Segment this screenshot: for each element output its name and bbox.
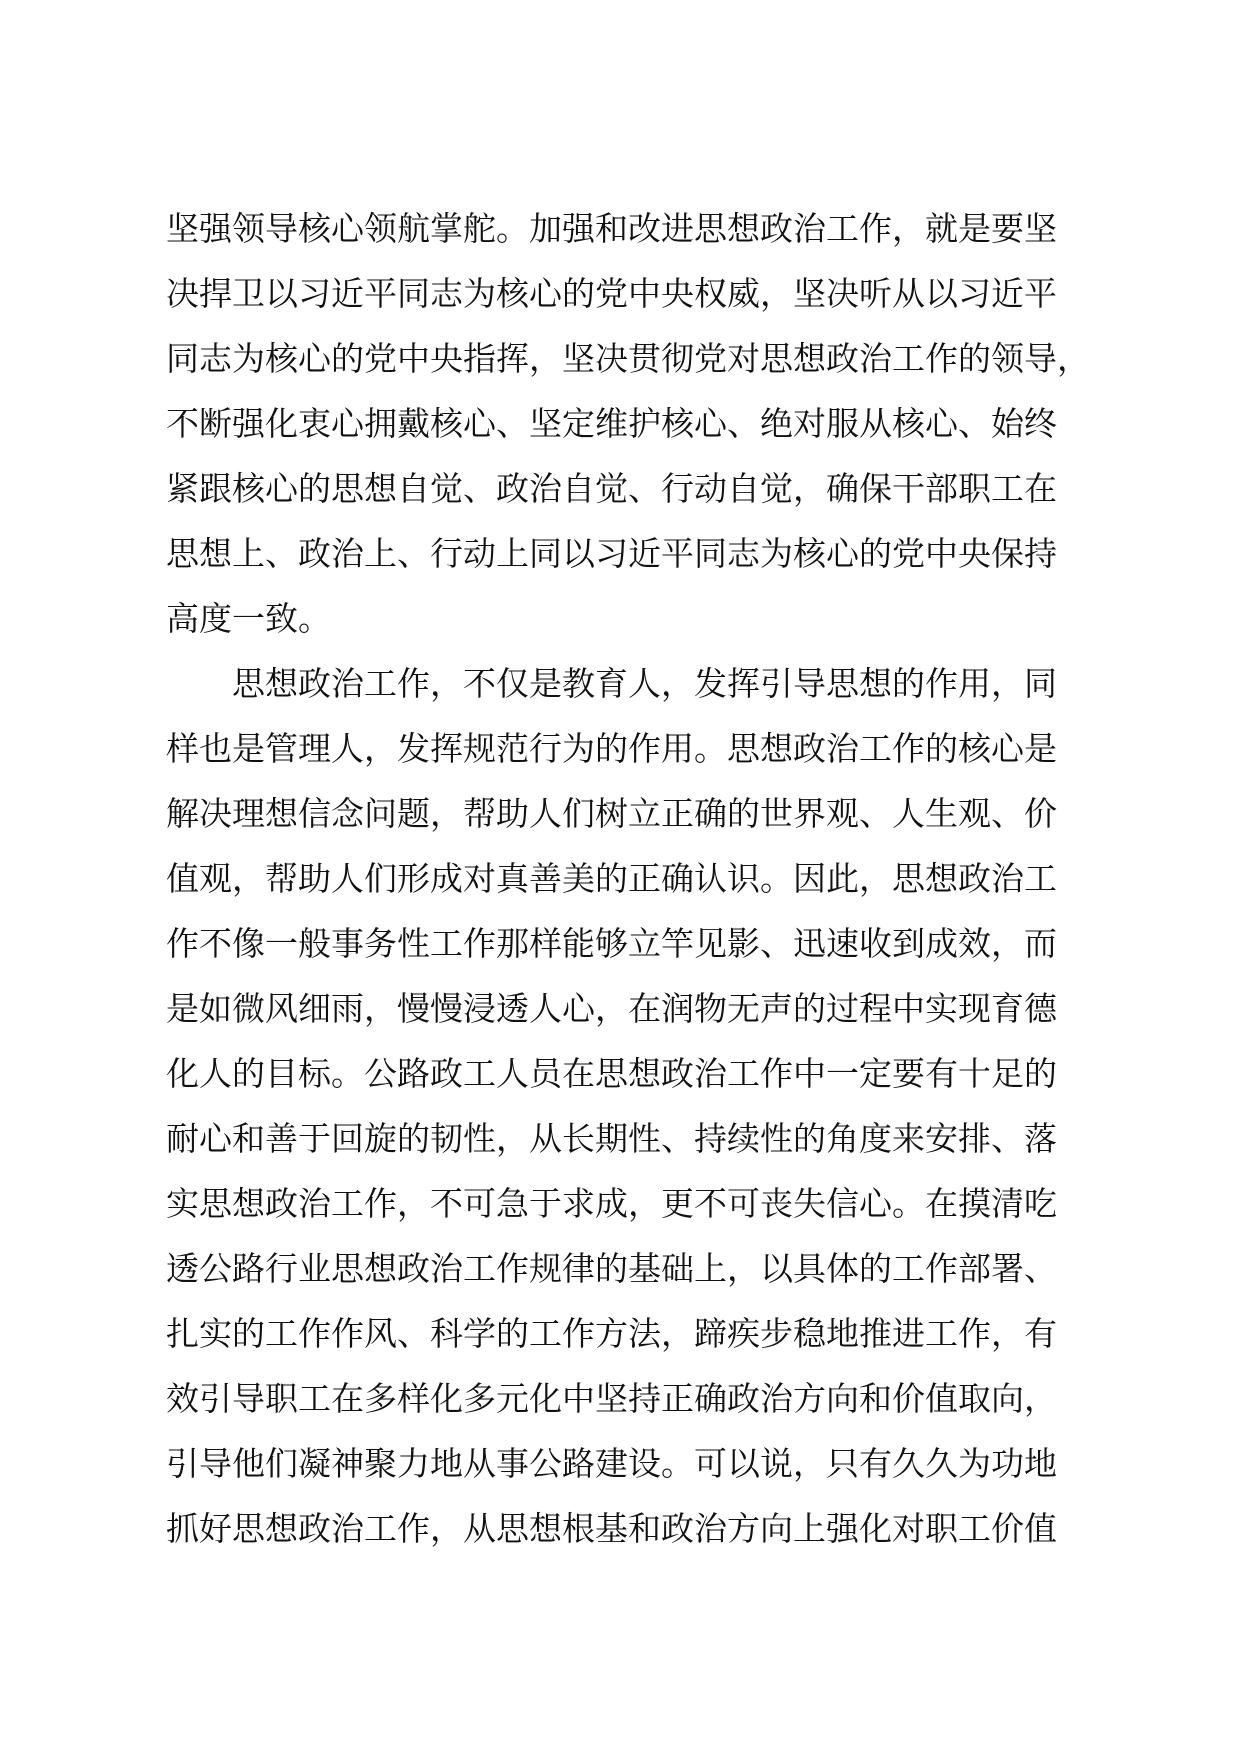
text-line: 紧跟核心的思想自觉、政治自觉、行动自觉，确保干部职工在 xyxy=(166,469,1057,508)
text-line: 引导他们凝神聚力地从事公路建设。可以说，只有久久为功地 xyxy=(166,1444,1057,1483)
text-line: 是如微风细雨，慢慢浸透人心，在润物无声的过程中实现育德 xyxy=(166,989,1057,1028)
body-text xyxy=(166,196,1106,1561)
paragraph-start-line: 思想政治工作，不仅是教育人，发挥引导思想的作用，同 xyxy=(232,664,1057,703)
text-line: 耐心和善于回旋的韧性，从长期性、持续性的角度来安排、落 xyxy=(166,1119,1057,1158)
text-line: 化人的目标。公路政工人员在思想政治工作中一定要有十足的 xyxy=(166,1054,1057,1093)
text-line: 不断强化衷心拥戴核心、坚定维护核心、绝对服从核心、始终 xyxy=(166,404,1057,443)
text-line: 抓好思想政治工作，从思想根基和政治方向上强化对职工价值 xyxy=(166,1509,1057,1548)
text-line: 高度一致。 xyxy=(166,599,331,638)
text-line: 解决理想信念问题，帮助人们树立正确的世界观、人生观、价 xyxy=(166,794,1057,833)
text-line: 值观，帮助人们形成对真善美的正确认识。因此，思想政治工 xyxy=(166,859,1057,898)
text-line: 同志为核心的党中央指挥，坚决贯彻党对思想政治工作的领导， xyxy=(166,339,1090,378)
text-line: 透公路行业思想政治工作规律的基础上，以具体的工作部署、 xyxy=(166,1249,1057,1288)
text-line: 思想上、政治上、行动上同以习近平同志为核心的党中央保持 xyxy=(166,534,1057,573)
text-line: 扎实的工作作风、科学的工作方法，蹄疾步稳地推进工作，有 xyxy=(166,1314,1057,1353)
text-line: 样也是管理人，发挥规范行为的作用。思想政治工作的核心是 xyxy=(166,729,1057,768)
text-line: 实思想政治工作，不可急于求成，更不可丧失信心。在摸清吃 xyxy=(166,1184,1057,1223)
text-line: 作不像一般事务性工作那样能够立竿见影、迅速收到成效，而 xyxy=(166,924,1057,963)
text-line: 效引导职工在多样化多元化中坚持正确政治方向和价值取向， xyxy=(166,1379,1057,1418)
text-line: 坚强领导核心领航掌舵。加强和改进思想政治工作，就是要坚 xyxy=(166,209,1057,248)
text-line: 决捍卫以习近平同志为核心的党中央权威，坚决听从以习近平 xyxy=(166,274,1057,313)
